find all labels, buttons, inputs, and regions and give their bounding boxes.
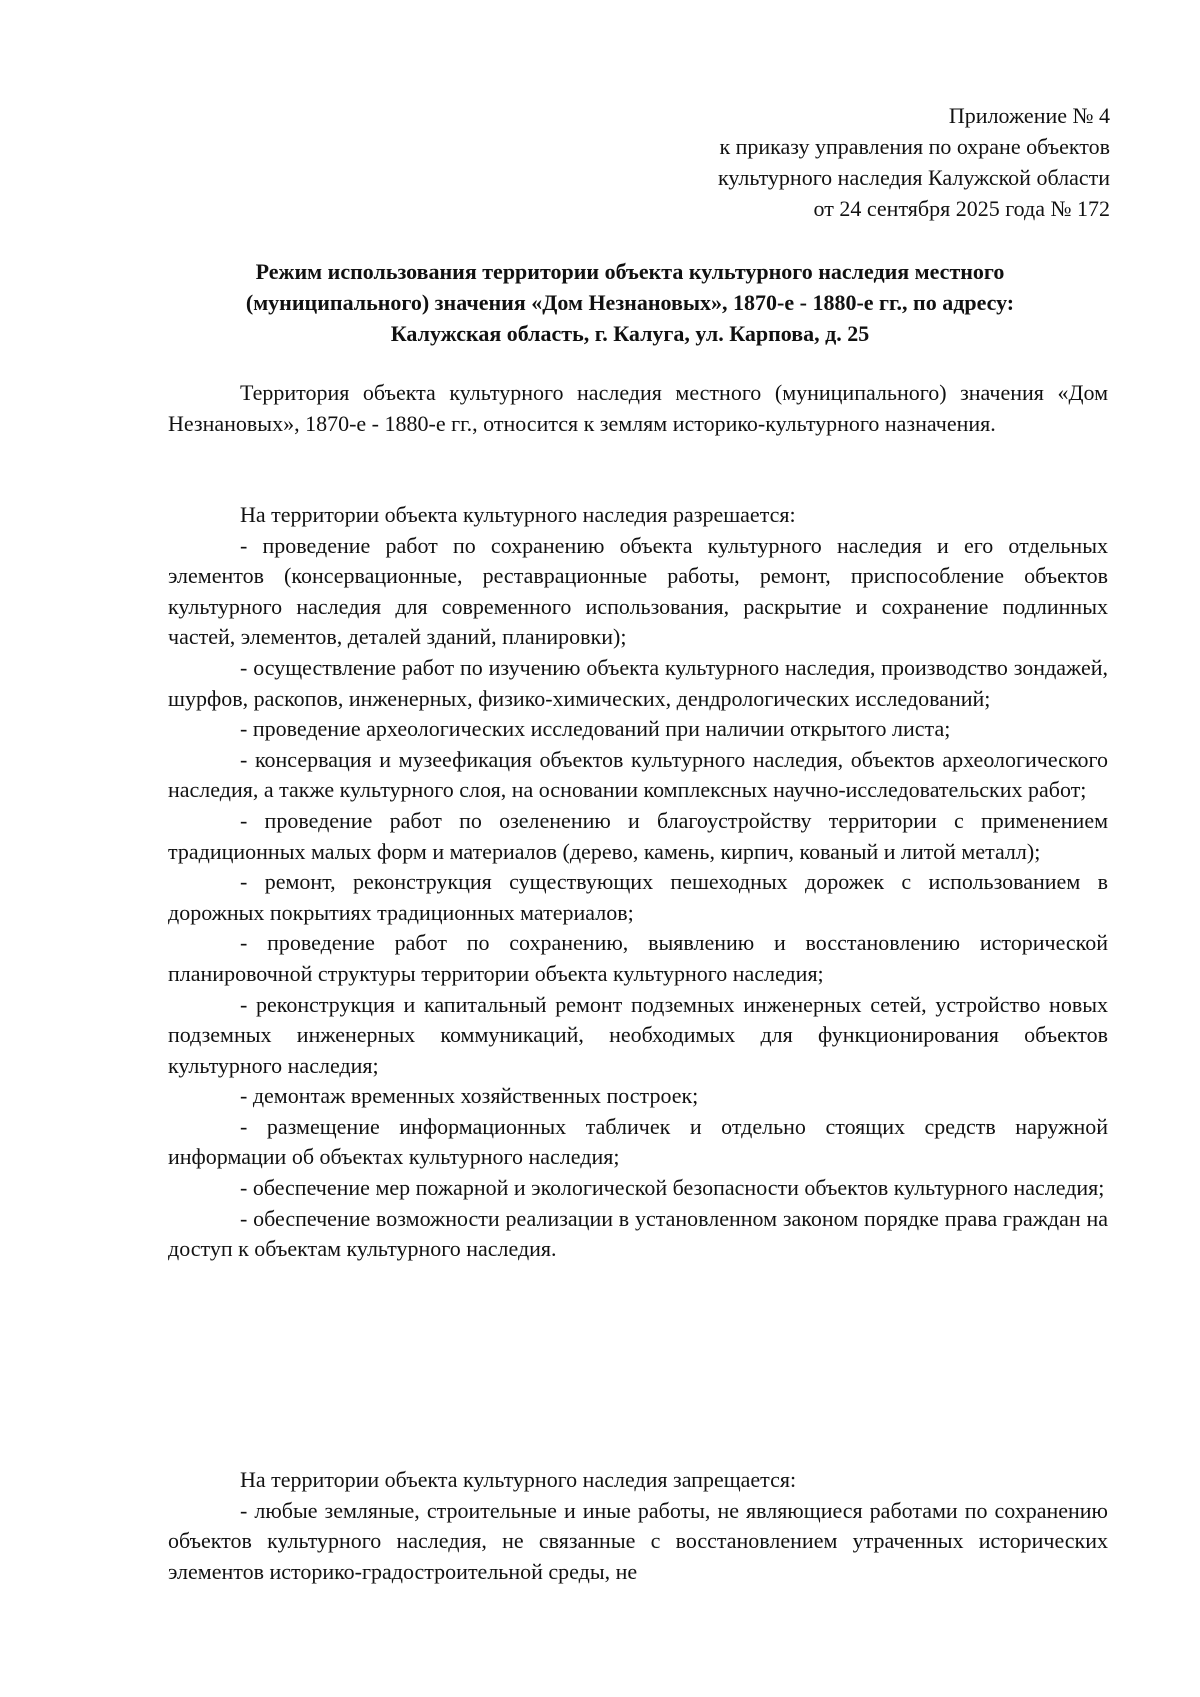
allowed-item: - обеспечение мер пожарной и экологической безопасности объектов культурного наследия; xyxy=(240,1175,1105,1201)
allowed-item: - осуществление работ по изучению объекта культурного наследия, производство зондажей, шурфов, раскопов, инженерных, физико-химических, дендрологических исследований; xyxy=(168,654,1108,711)
appendix-date: от 24 сентября 2025 года № 172 xyxy=(813,196,1110,221)
title-line-3: Калужская область, г. Калуга, ул. Карпова, д. 25 xyxy=(390,321,870,346)
allowed-item: - проведение археологических исследований при наличии открытого листа; xyxy=(240,716,951,742)
prohibited-item: - любые земляные, строительные и иные работы, не являющиеся работами по сохранению объектов культурного наследия, не связанные с восстановлением утраченных исторических элементов историко-градостроительной среды, не xyxy=(168,1497,1108,1584)
document-title xyxy=(150,256,1110,349)
allowed-item: - ремонт, реконструкция существующих пешеходных дорожек с использованием в дорожных покрытиях традиционных материалов; xyxy=(168,869,1108,925)
allowed-heading: На территории объекта культурного наследия разрешается: xyxy=(240,502,796,527)
allowed-item: - обеспечение возможности реализации в установленном законом порядке права граждан на доступ к объектам культурного наследия. xyxy=(168,1205,1108,1262)
allowed-item: - проведение работ по озеленению и благоустройству территории с применением традиционных малых форм и материалов (дерево, камень, кирпич, кованый и литой металл); xyxy=(168,807,1108,864)
appendix-number: Приложение № 4 xyxy=(948,103,1110,128)
prohibited-section xyxy=(168,1465,1108,1587)
intro-section xyxy=(168,378,1108,439)
allowed-item: - проведение работ по сохранению объекта культурного наследия и его отдельных элементов (консервационные, реставрационные работы, ремонт, приспособление объектов культурного наследия для современного использования, раскрытие и сохранение подлинных частей, элементов, деталей зданий, планировки); xyxy=(168,532,1108,650)
allowed-item: - проведение работ по сохранению, выявлению и восстановлению исторической планировочной структуры территории объекта культурного наследия; xyxy=(168,930,1108,986)
title-line-1: Режим использования территории объекта культурного наследия местного xyxy=(255,259,1005,284)
intro-paragraph: Территория объекта культурного наследия местного (муниципального) значения «Дом Незнановых», 1870-е - 1880-е гг., относится к землям историко-культурного назначения. xyxy=(168,380,1108,436)
allowed-item: - реконструкция и капитальный ремонт подземных инженерных сетей, устройство новых подземных инженерных коммуникаций, необходимых для функционирования объектов культурного наследия; xyxy=(168,991,1108,1078)
appendix-order-ref: к приказу управления по охране объектов xyxy=(719,134,1110,159)
appendix-authority: культурного наследия Калужской области xyxy=(718,165,1110,190)
allowed-item: - демонтаж временных хозяйственных построек; xyxy=(240,1083,699,1109)
allowed-item: - консервация и музеефикация объектов культурного наследия, объектов археологического наследия, а также культурного слоя, на основании комплексных научно-исследовательских работ; xyxy=(168,746,1108,803)
allowed-item: - размещение информационных табличек и отдельно стоящих средств наружной информации об объектах культурного наследия; xyxy=(168,1113,1108,1170)
prohibited-heading: На территории объекта культурного наследия запрещается: xyxy=(240,1467,797,1492)
allowed-section xyxy=(168,500,1108,1265)
appendix-header xyxy=(510,100,1110,224)
title-line-2: (муниципального) значения «Дом Незнановых», 1870-е - 1880-е гг., по адресу: xyxy=(245,290,1015,315)
